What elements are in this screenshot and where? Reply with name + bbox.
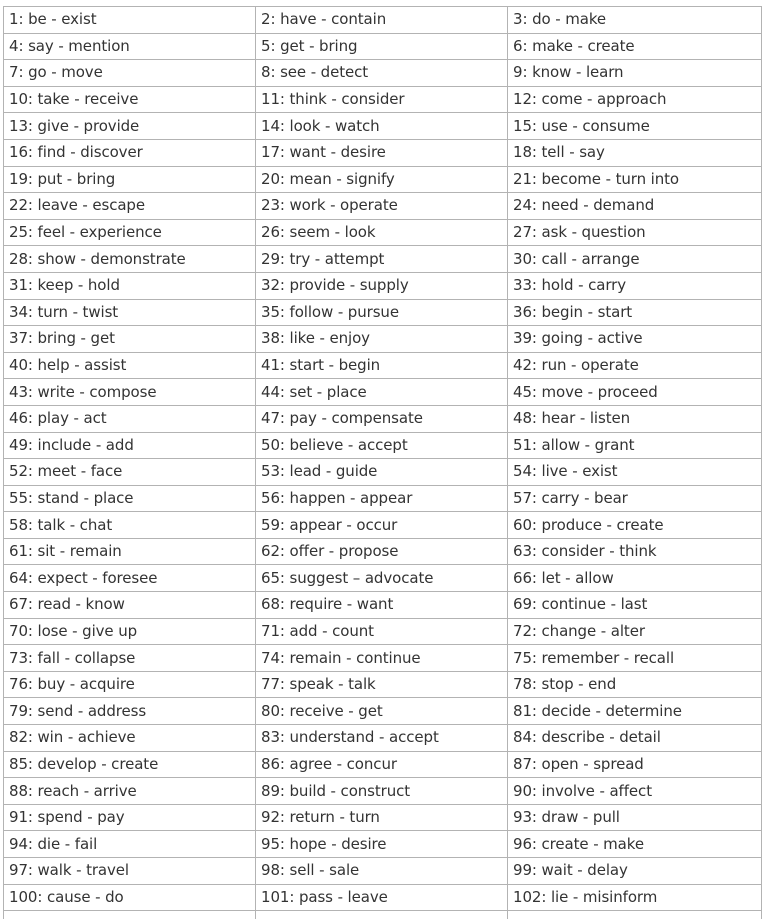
table-cell: 95: hope - desire — [256, 831, 508, 858]
table-cell: 52: meet - face — [4, 459, 256, 486]
table-cell: 9: know - learn — [508, 60, 762, 87]
table-row — [4, 538, 762, 565]
table-cell: 60: produce - create — [508, 512, 762, 539]
table-cell: 14: look - watch — [256, 113, 508, 140]
table-row — [4, 166, 762, 193]
table-cell: 81: decide - determine — [508, 698, 762, 725]
table-cell: 11: think - consider — [256, 86, 508, 113]
table-cell: 88: reach - arrive — [4, 778, 256, 805]
table-cell: 100: cause - do — [4, 884, 256, 911]
synonym-table-body — [4, 7, 762, 919]
table-cell-empty — [508, 911, 762, 919]
table-cell: 44: set - place — [256, 379, 508, 406]
table-cell: 29: try - attempt — [256, 246, 508, 273]
table-cell: 43: write - compose — [4, 379, 256, 406]
table-cell: 85: develop - create — [4, 751, 256, 778]
table-cell: 59: appear - occur — [256, 512, 508, 539]
table-cell: 42: run - operate — [508, 352, 762, 379]
table-cell: 57: carry - bear — [508, 485, 762, 512]
table-cell: 70: lose - give up — [4, 618, 256, 645]
table-row — [4, 326, 762, 353]
table-cell: 93: draw - pull — [508, 804, 762, 831]
table-cell: 27: ask - question — [508, 219, 762, 246]
table-row — [4, 299, 762, 326]
table-cell: 24: need - demand — [508, 193, 762, 220]
table-cell: 89: build - construct — [256, 778, 508, 805]
table-cell: 12: come - approach — [508, 86, 762, 113]
table-cell: 80: receive - get — [256, 698, 508, 725]
table-cell: 101: pass - leave — [256, 884, 508, 911]
table-cell: 26: seem - look — [256, 219, 508, 246]
table-cell: 16: find - discover — [4, 139, 256, 166]
table-cell: 23: work - operate — [256, 193, 508, 220]
table-cell: 99: wait - delay — [508, 858, 762, 885]
table-cell: 40: help - assist — [4, 352, 256, 379]
table-cell: 30: call - arrange — [508, 246, 762, 273]
table-cell: 82: win - achieve — [4, 725, 256, 752]
table-cell: 96: create - make — [508, 831, 762, 858]
table-row — [4, 831, 762, 858]
table-row — [4, 485, 762, 512]
table-cell: 50: believe - accept — [256, 432, 508, 459]
table-row — [4, 804, 762, 831]
table-cell: 55: stand - place — [4, 485, 256, 512]
table-row — [4, 671, 762, 698]
table-row — [4, 113, 762, 140]
table-cell: 98: sell - sale — [256, 858, 508, 885]
table-cell: 86: agree - concur — [256, 751, 508, 778]
table-row — [4, 379, 762, 406]
table-cell-empty — [256, 911, 508, 919]
table-cell: 46: play - act — [4, 405, 256, 432]
table-cell: 71: add - count — [256, 618, 508, 645]
table-row — [4, 246, 762, 273]
table-row — [4, 86, 762, 113]
table-cell: 41: start - begin — [256, 352, 508, 379]
table-row — [4, 778, 762, 805]
table-cell: 77: speak - talk — [256, 671, 508, 698]
table-cell: 13: give - provide — [4, 113, 256, 140]
table-cell: 5: get - bring — [256, 33, 508, 60]
table-row — [4, 858, 762, 885]
table-cell: 35: follow - pursue — [256, 299, 508, 326]
table-cell: 69: continue - last — [508, 592, 762, 619]
table-cell: 83: understand - accept — [256, 725, 508, 752]
table-cell: 6: make - create — [508, 33, 762, 60]
table-row — [4, 33, 762, 60]
table-cell: 63: consider - think — [508, 538, 762, 565]
table-cell: 87: open - spread — [508, 751, 762, 778]
table-cell-empty — [4, 911, 256, 919]
table-cell: 31: keep - hold — [4, 272, 256, 299]
table-cell: 68: require - want — [256, 592, 508, 619]
table-row — [4, 219, 762, 246]
table-cell: 18: tell - say — [508, 139, 762, 166]
table-cell: 8: see - detect — [256, 60, 508, 87]
table-row — [4, 512, 762, 539]
table-cell: 7: go - move — [4, 60, 256, 87]
table-row — [4, 698, 762, 725]
table-cell: 39: going - active — [508, 326, 762, 353]
table-cell: 48: hear - listen — [508, 405, 762, 432]
table-cell: 75: remember - recall — [508, 645, 762, 672]
table-cell: 10: take - receive — [4, 86, 256, 113]
table-row — [4, 618, 762, 645]
table-cell: 53: lead - guide — [256, 459, 508, 486]
table-cell: 32: provide - supply — [256, 272, 508, 299]
table-row-partial — [4, 911, 762, 919]
table-cell: 28: show - demonstrate — [4, 246, 256, 273]
table-row — [4, 60, 762, 87]
table-cell: 56: happen - appear — [256, 485, 508, 512]
table-cell: 62: offer - propose — [256, 538, 508, 565]
table-cell: 94: die - fail — [4, 831, 256, 858]
table-cell: 65: suggest – advocate — [256, 565, 508, 592]
table-row — [4, 884, 762, 911]
table-cell: 25: feel - experience — [4, 219, 256, 246]
table-cell: 78: stop - end — [508, 671, 762, 698]
table-row — [4, 139, 762, 166]
table-cell: 37: bring - get — [4, 326, 256, 353]
table-cell: 54: live - exist — [508, 459, 762, 486]
table-row — [4, 352, 762, 379]
table-row — [4, 645, 762, 672]
table-row — [4, 405, 762, 432]
table-cell: 64: expect - foresee — [4, 565, 256, 592]
table-row — [4, 592, 762, 619]
table-cell: 17: want - desire — [256, 139, 508, 166]
table-cell: 33: hold - carry — [508, 272, 762, 299]
table-row — [4, 193, 762, 220]
table-cell: 38: like - enjoy — [256, 326, 508, 353]
table-row — [4, 725, 762, 752]
table-cell: 34: turn - twist — [4, 299, 256, 326]
table-row — [4, 432, 762, 459]
table-cell: 49: include - add — [4, 432, 256, 459]
table-cell: 36: begin - start — [508, 299, 762, 326]
table-cell: 3: do - make — [508, 7, 762, 34]
table-cell: 51: allow - grant — [508, 432, 762, 459]
table-row — [4, 565, 762, 592]
table-cell: 47: pay - compensate — [256, 405, 508, 432]
table-cell: 19: put - bring — [4, 166, 256, 193]
synonym-table — [3, 6, 762, 919]
table-cell: 15: use - consume — [508, 113, 762, 140]
table-row — [4, 459, 762, 486]
table-cell: 67: read - know — [4, 592, 256, 619]
table-cell: 66: let - allow — [508, 565, 762, 592]
table-cell: 76: buy - acquire — [4, 671, 256, 698]
table-cell: 97: walk - travel — [4, 858, 256, 885]
table-cell: 22: leave - escape — [4, 193, 256, 220]
table-cell: 1: be - exist — [4, 7, 256, 34]
table-cell: 45: move - proceed — [508, 379, 762, 406]
table-cell: 91: spend - pay — [4, 804, 256, 831]
table-cell: 2: have - contain — [256, 7, 508, 34]
table-row — [4, 751, 762, 778]
table-cell: 84: describe - detail — [508, 725, 762, 752]
table-cell: 21: become - turn into — [508, 166, 762, 193]
table-row — [4, 7, 762, 34]
table-cell: 73: fall - collapse — [4, 645, 256, 672]
table-cell: 20: mean - signify — [256, 166, 508, 193]
table-cell: 61: sit - remain — [4, 538, 256, 565]
table-row — [4, 272, 762, 299]
table-cell: 79: send - address — [4, 698, 256, 725]
table-cell: 4: say - mention — [4, 33, 256, 60]
table-cell: 72: change - alter — [508, 618, 762, 645]
table-cell: 90: involve - affect — [508, 778, 762, 805]
table-cell: 92: return - turn — [256, 804, 508, 831]
table-cell: 74: remain - continue — [256, 645, 508, 672]
table-cell: 58: talk - chat — [4, 512, 256, 539]
table-cell: 102: lie - misinform — [508, 884, 762, 911]
